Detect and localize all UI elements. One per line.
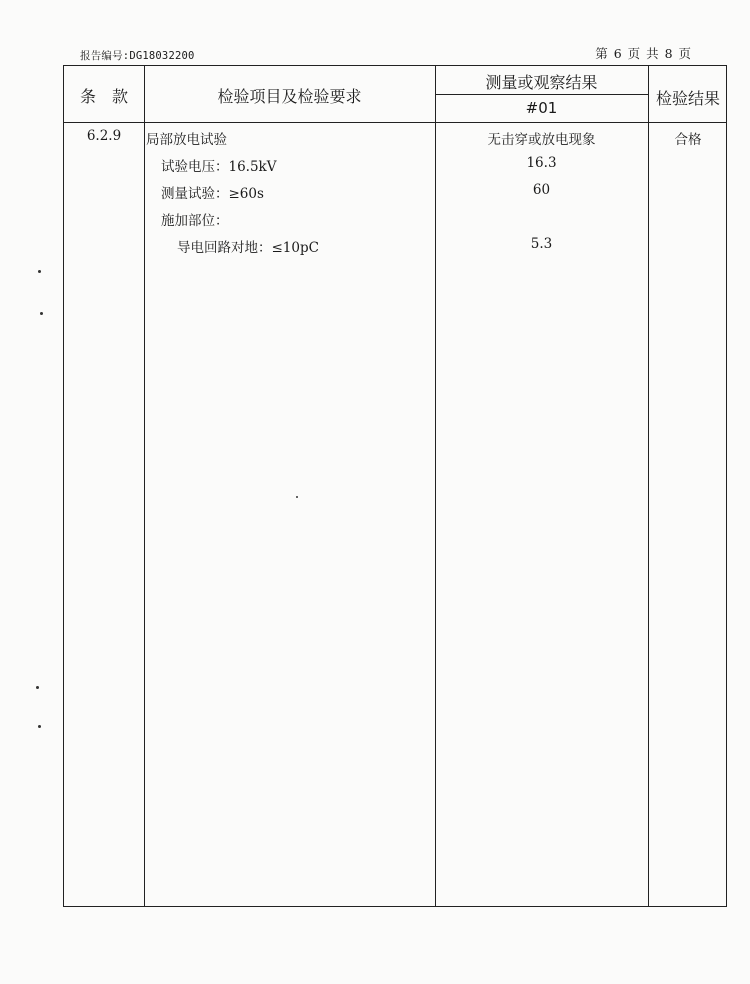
measure-value: 60 [532, 182, 551, 198]
test-voltage-requirement: 试验电压：16.5kV [161, 159, 277, 175]
scan-speck [296, 496, 298, 498]
scan-speck [38, 270, 41, 273]
scan-speck [40, 312, 43, 315]
scan-speck [38, 725, 41, 728]
result-column-header: 检验结果 [655, 89, 720, 108]
discharge-limit-requirement: 导电回路对地：≤10pC [177, 240, 319, 256]
page-header [68, 44, 692, 62]
measure-value: 无击穿或放电现象 [487, 132, 596, 148]
sample-number-header: #01 [525, 99, 558, 117]
column-divider [648, 66, 649, 906]
header-bottom-rule [64, 122, 726, 123]
page-indicator: 第 6 页 共 8 页 [595, 46, 692, 61]
scan-speck [36, 686, 39, 689]
inspection-table [63, 65, 727, 907]
clause-number: 6.2.9 [86, 128, 122, 144]
measure-value: 16.3 [526, 155, 557, 171]
test-duration-requirement: 测量试验：≥60s [161, 186, 264, 202]
measure-column-header: 测量或观察结果 [485, 73, 598, 92]
item-column-header: 检验项目及检验要求 [217, 87, 362, 106]
clause-column-header: 条 款 [79, 87, 128, 106]
report-number: 报告编号:DG18032200 [80, 50, 195, 62]
column-divider [144, 66, 145, 906]
result-value: 合格 [674, 132, 702, 148]
test-item-title: 局部放电试验 [146, 132, 227, 148]
measure-value: 5.3 [530, 236, 553, 252]
measure-header-divider [435, 94, 648, 95]
application-location-label: 施加部位： [161, 213, 229, 229]
